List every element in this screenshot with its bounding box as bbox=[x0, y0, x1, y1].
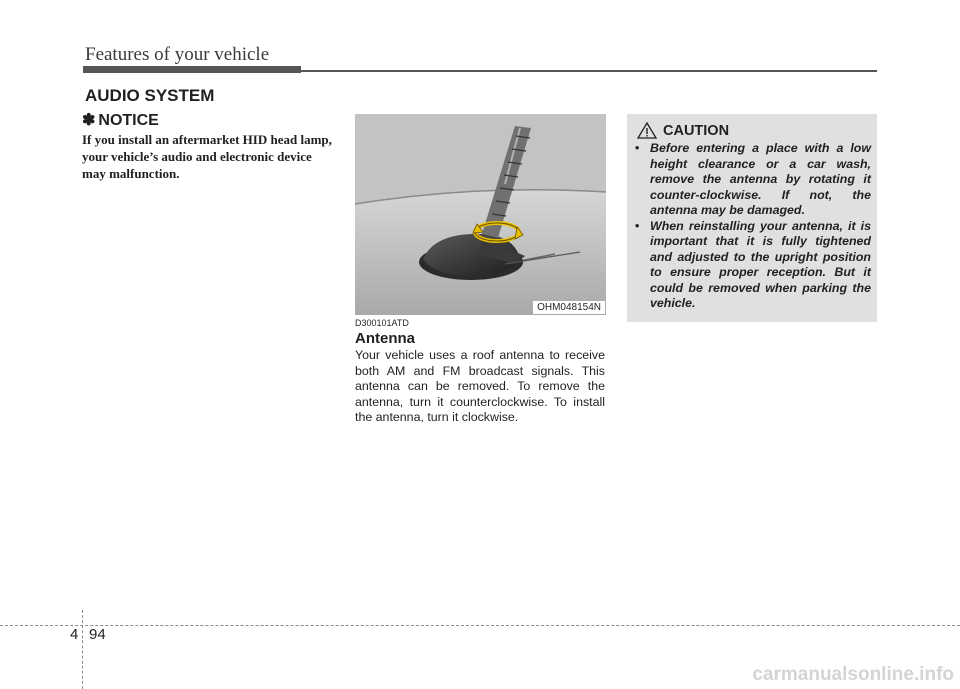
watermark: carmanualsonline.info bbox=[752, 664, 954, 685]
header-rule-thick bbox=[83, 66, 301, 73]
page-number: 94 bbox=[89, 626, 106, 643]
notice-star-icon: ✽ bbox=[82, 112, 96, 129]
figure-code: OHM048154N bbox=[533, 301, 605, 314]
notice-title: NOTICE bbox=[98, 112, 159, 129]
caution-box bbox=[627, 114, 877, 322]
section-title: AUDIO SYSTEM bbox=[85, 86, 215, 105]
running-head: Features of your vehicle bbox=[85, 44, 270, 65]
antenna-figure bbox=[355, 114, 606, 315]
caution-heading bbox=[637, 122, 729, 139]
footer-rule bbox=[0, 625, 960, 626]
chapter-number: 4 bbox=[70, 626, 79, 643]
caution-item bbox=[635, 141, 871, 219]
antenna-illustration bbox=[355, 114, 606, 315]
notice-heading bbox=[82, 110, 159, 130]
caution-list bbox=[635, 141, 871, 312]
bullet-icon: • bbox=[635, 218, 640, 233]
caution-item-text: Before entering a place with a low height clearance or a car wash, remove the antenna by rotating it counter-clockwise. If not, the antenna may be damaged. bbox=[650, 141, 871, 217]
footer-divider bbox=[82, 610, 83, 689]
caution-item-text: When reinstalling your antenna, it is important that it is fully tightened and adjusted to the upright position to ensure proper reception. But it could be removed when parking the vehicle. bbox=[650, 218, 871, 310]
warning-triangle-icon bbox=[637, 122, 657, 139]
caution-item bbox=[635, 219, 871, 312]
antenna-body: Your vehicle uses a roof antenna to receive both AM and FM broadcast signals. This antenna can be removed. To remove the antenna, turn it counterclockwise. To install the antenna, turn it clockwise. bbox=[355, 348, 605, 424]
header-rule-thin bbox=[301, 70, 877, 72]
notice-body: If you install an aftermarket HID head lamp, your vehicle’s audio and electronic device may malfunction. bbox=[82, 132, 332, 181]
antenna-heading: Antenna bbox=[355, 330, 415, 347]
doc-code: D300101ATD bbox=[355, 318, 409, 328]
bullet-icon: • bbox=[635, 141, 640, 155]
caution-title: CAUTION bbox=[663, 122, 730, 139]
